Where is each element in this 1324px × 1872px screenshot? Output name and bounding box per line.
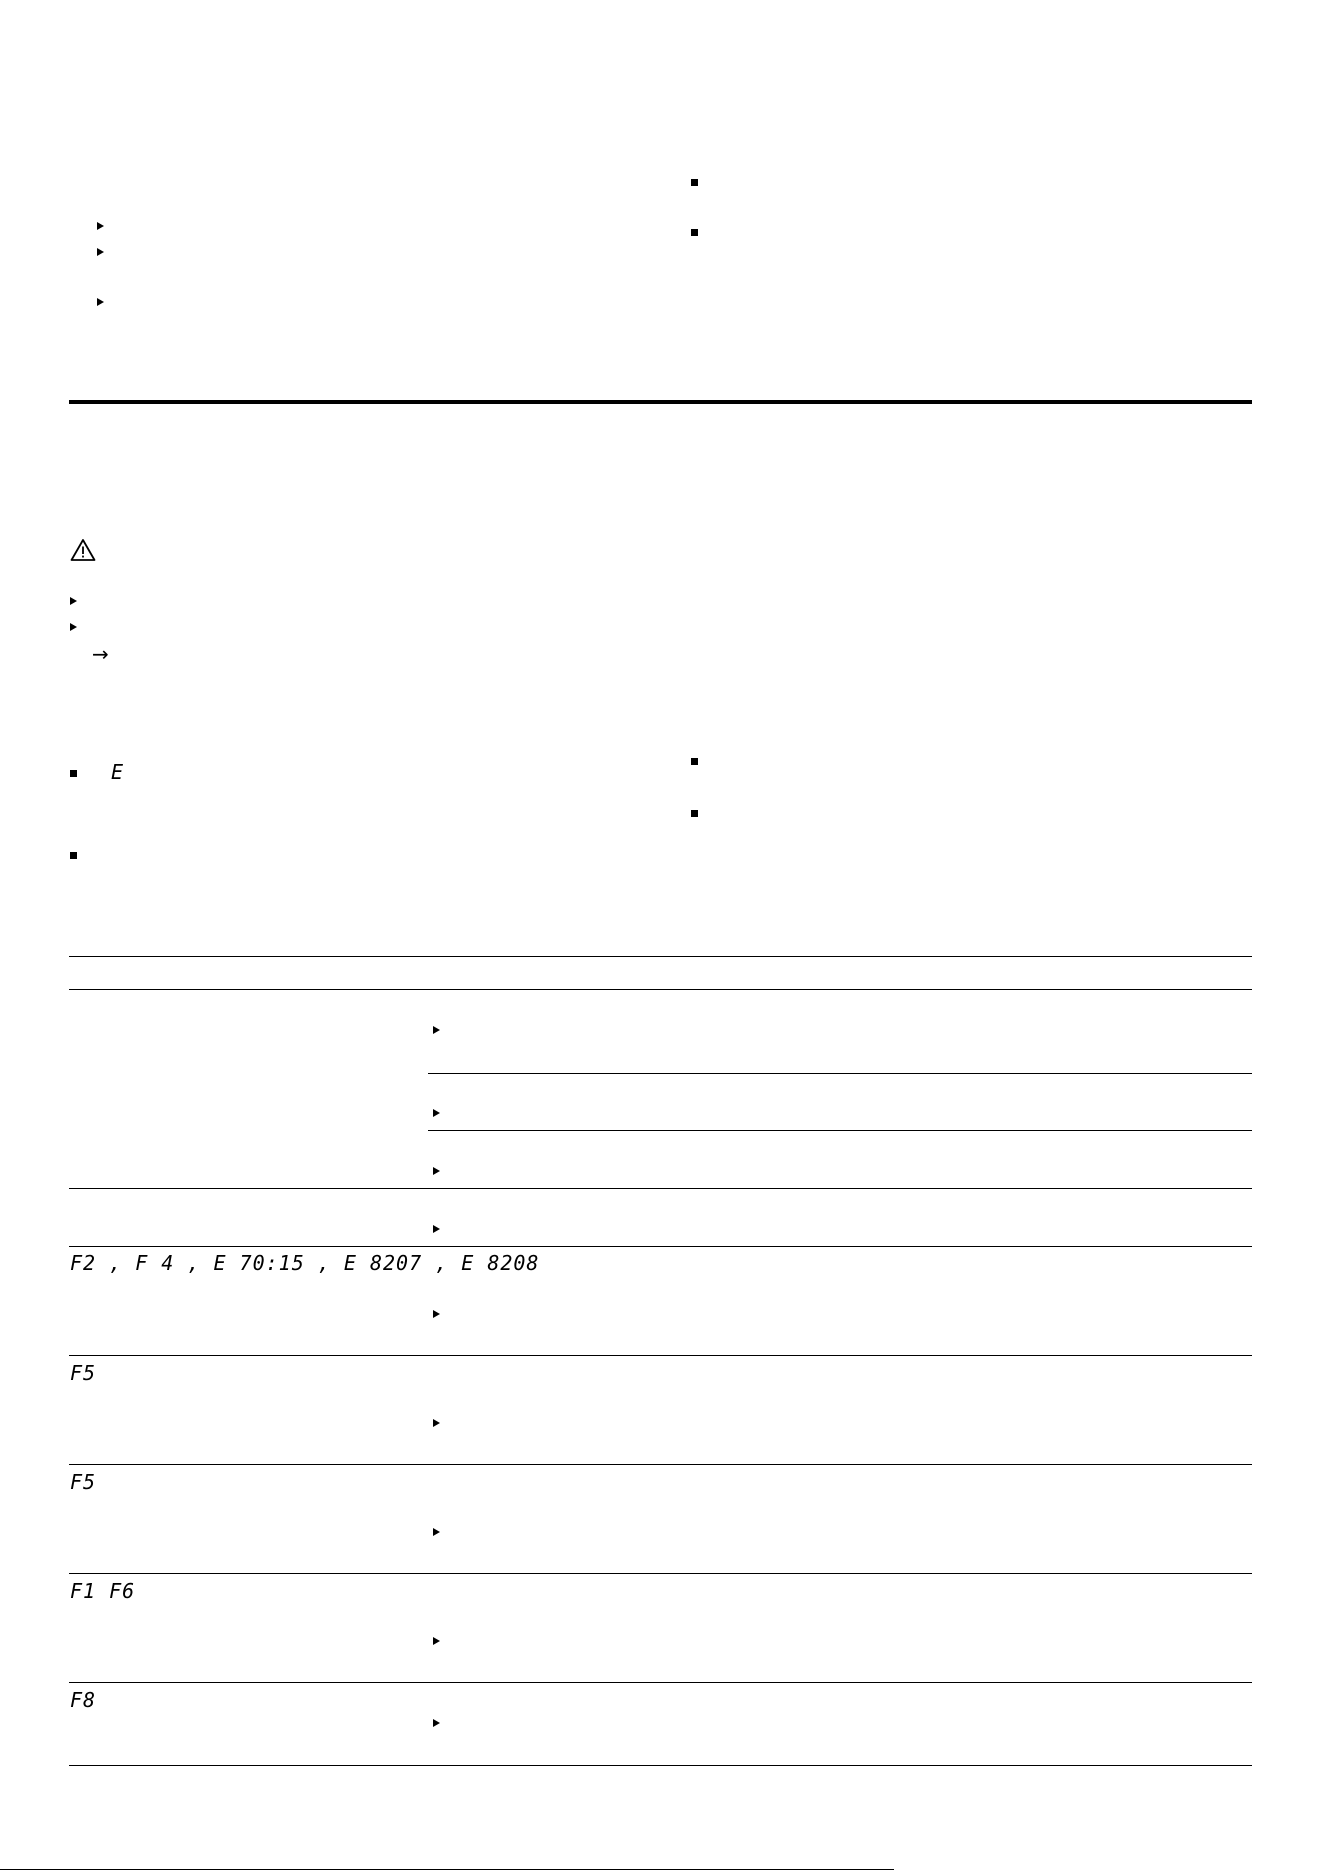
list-bullet-icon: [691, 810, 698, 817]
warning-triangle-icon: [70, 538, 96, 562]
section-divider: [69, 400, 1252, 404]
list-arrow-icon: [433, 1528, 440, 1536]
error-code-symbol: E: [111, 760, 125, 784]
row-rule: [69, 1355, 1252, 1356]
row-rule: [69, 1188, 1252, 1189]
list-bullet-icon: [691, 229, 698, 236]
error-codes: F8: [70, 1688, 97, 1712]
table-header-bottom-rule: [69, 989, 1252, 990]
row-rule: [69, 1682, 1252, 1683]
list-arrow-icon: [70, 623, 77, 631]
list-bullet-icon: [691, 179, 698, 186]
table-header-top-rule: [69, 956, 1252, 957]
list-arrow-icon: [433, 1109, 440, 1117]
list-arrow-icon: [433, 1026, 440, 1034]
sub-row-rule: [428, 1130, 1252, 1131]
error-codes: F2 , F 4 , E 70:15 , E 8207 , E 8208: [70, 1251, 540, 1275]
table-bottom-rule: [69, 1765, 1252, 1766]
list-bullet-icon: [70, 852, 77, 859]
list-arrow-icon: [433, 1637, 440, 1645]
list-arrow-icon: [97, 248, 104, 256]
list-arrow-icon: [433, 1310, 440, 1318]
list-bullet-icon: [70, 770, 77, 777]
error-codes: F1 F6: [70, 1579, 136, 1603]
error-codes: F5: [70, 1470, 97, 1494]
list-arrow-icon: [97, 222, 104, 230]
result-arrow-icon: →: [92, 642, 109, 666]
row-rule: [69, 1573, 1252, 1574]
list-arrow-icon: [433, 1419, 440, 1427]
sub-row-rule: [428, 1073, 1252, 1074]
error-codes: F5: [70, 1361, 97, 1385]
list-arrow-icon: [97, 298, 104, 306]
list-arrow-icon: [433, 1167, 440, 1175]
row-rule: [69, 1246, 1252, 1247]
footer-rule: [0, 1869, 894, 1870]
list-bullet-icon: [691, 758, 698, 765]
list-arrow-icon: [433, 1225, 440, 1233]
row-rule: [69, 1464, 1252, 1465]
list-arrow-icon: [433, 1719, 440, 1727]
list-arrow-icon: [70, 597, 77, 605]
